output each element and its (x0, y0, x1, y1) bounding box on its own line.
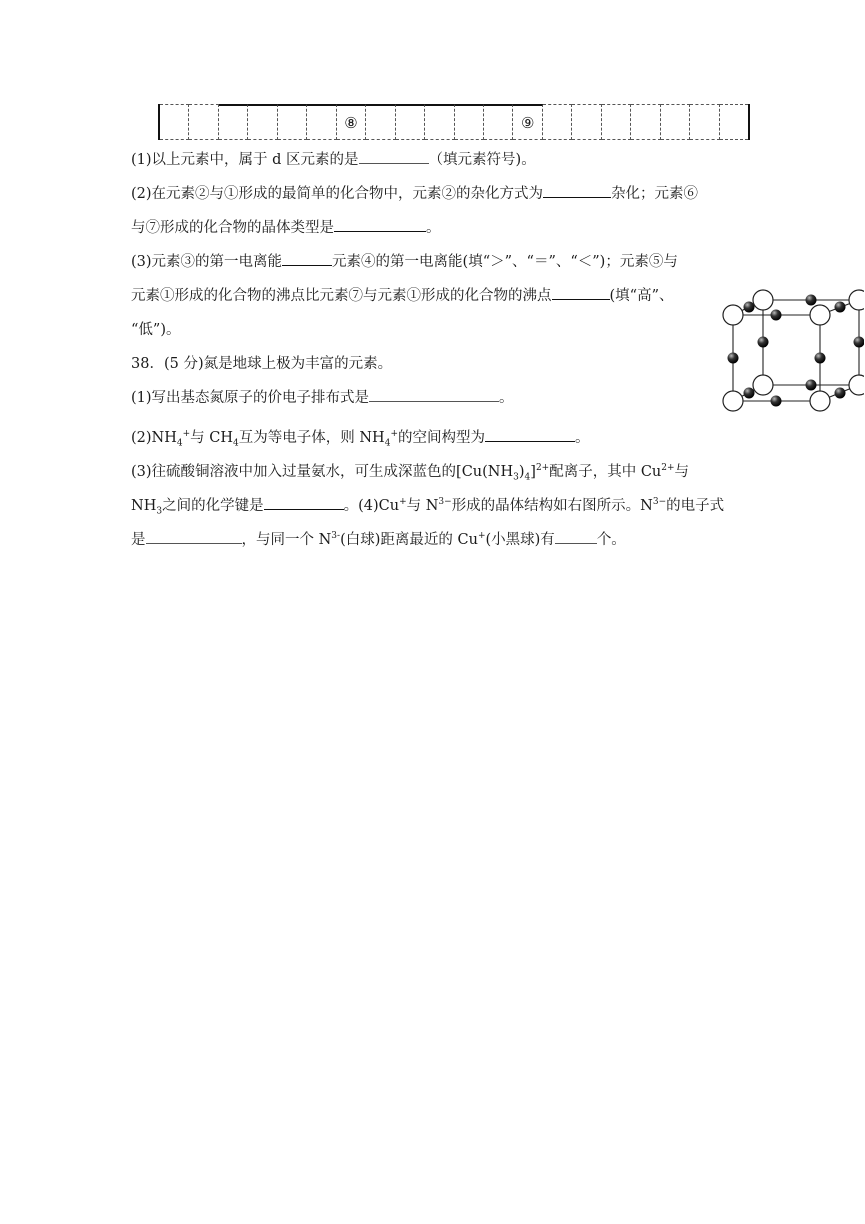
answer-blank (334, 230, 426, 232)
q38-title: 38．(5 分)氮是地球上极为丰富的元素。 (131, 356, 393, 372)
answer-blank (369, 400, 499, 402)
n-ion-ball (849, 290, 864, 310)
n-ion-ball (753, 290, 773, 310)
answer-blank (555, 542, 597, 544)
table-cell (189, 104, 218, 140)
table-cell-element-8: ⑧ (337, 104, 366, 140)
table-cell (425, 104, 454, 140)
crystal-structure-diagram (718, 284, 864, 418)
q38-part3-line1: (3)往硫酸铜溶液中加入过量氨水，可生成深蓝色的$[Cu(NH_3)_4]^{2+}$配离子，其中 $Cu^{2+}$与 (131, 463, 690, 483)
cu-ion-ball (854, 337, 865, 348)
n-ion-ball (810, 391, 830, 411)
cu-ion-ball (771, 396, 782, 407)
table-cell (631, 104, 660, 140)
table-cell (307, 104, 336, 140)
answer-blank (552, 298, 610, 300)
n-ion-ball (849, 375, 864, 395)
table-cell (366, 104, 395, 140)
n-ion-ball (753, 375, 773, 395)
q37-part1: (1)以上元素中，属于 d 区元素的是 （填元素符号)。 (131, 152, 536, 168)
cu-ion-ball (744, 388, 755, 399)
cu-ion-ball (758, 337, 769, 348)
answer-blank (146, 542, 242, 544)
q37-part2-line1: (2)在元素②与①形成的最简单的化合物中，元素②的杂化方式为 杂化；元素⑥ (131, 186, 699, 202)
q38-part1: (1)写出基态氮原子的价电子排布式是 。 (131, 390, 514, 406)
cu-ion-ball (728, 353, 739, 364)
table-cell (661, 104, 690, 140)
table-cell (602, 104, 631, 140)
table-cell (484, 104, 513, 140)
table-cell (720, 104, 748, 140)
table-cell (278, 104, 307, 140)
periodic-table-row (158, 104, 750, 140)
answer-blank (282, 264, 332, 266)
answer-blank (264, 508, 344, 510)
table-cell (572, 104, 601, 140)
cu-ion-ball (815, 353, 826, 364)
table-cell (160, 104, 189, 140)
cu-ion-ball (771, 310, 782, 321)
table-cell (396, 104, 425, 140)
answer-blank (359, 162, 429, 164)
table-cell (455, 104, 484, 140)
table-cell (219, 104, 248, 140)
cu-ion-ball (806, 295, 817, 306)
q37-part3-line3: “低”)。 (131, 322, 181, 338)
n-ion-ball (723, 391, 743, 411)
n-ion-ball (810, 305, 830, 325)
q38-part3-line3: 是 ，与同一个 $N^{3-}$(白球)距离最近的 Cu+(小黑球)有 个。 (131, 531, 626, 548)
cu-ion-ball (835, 388, 846, 399)
table-cell (248, 104, 277, 140)
cu-ion-ball (806, 380, 817, 391)
cu-ion-ball (835, 302, 846, 313)
q37-part3-line1: (3)元素③的第一电离能 元素④的第一电离能(填“＞”、“＝”、“＜”)；元素⑤与 (131, 254, 678, 270)
q38-part3-line2: $NH_3$之间的化学键是 。(4)Cu+与 $N^{3-}$形成的晶体结构如右图所示。$N^{3-}$的电子式 (131, 497, 725, 517)
n-ion-ball (723, 305, 743, 325)
q37-part3-line2: 元素①形成的化合物的沸点比元素⑦与元素①形成的化合物的沸点 (填“高”、 (131, 288, 674, 304)
answer-blank (485, 440, 575, 442)
cu-ion-ball (744, 302, 755, 313)
table-cell (543, 104, 572, 140)
q37-part2-line2: 与⑦形成的化合物的晶体类型是 。 (131, 220, 441, 236)
answer-blank (543, 196, 611, 198)
table-cell-element-9: ⑨ (513, 104, 542, 140)
q38-part2: $(2)NH_4^+$与 $CH_4$互为等电子体，则 $NH_4^+$的空间构型为 。 (131, 429, 590, 449)
table-cell (690, 104, 719, 140)
